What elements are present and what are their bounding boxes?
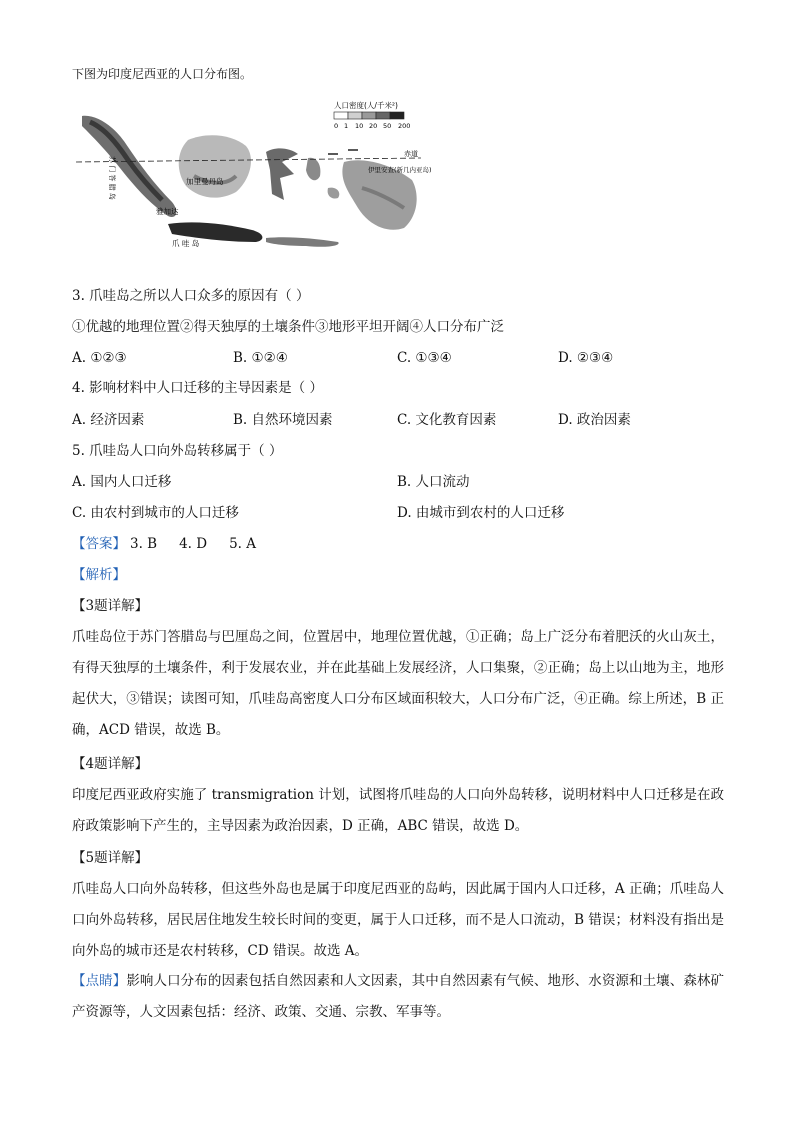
detail-3-title: 【3题详解】 — [72, 598, 149, 614]
legend-tick-4: 50 — [383, 122, 392, 130]
q5-option-c[interactable]: C. 由农村到城市的人口迁移 — [72, 505, 239, 521]
label-jakarta: 雅加达 — [156, 207, 179, 216]
label-equator: 赤道 — [404, 150, 418, 158]
intro-text: 下图为印度尼西亚的人口分布图。 — [72, 67, 253, 81]
answer-line — [72, 534, 278, 554]
legend-tick-5: 200 — [398, 122, 411, 130]
tip-body: 影响人口分布的因素包括自然因素和人文因素，其中自然因素有气候、地形、水资源和土壤、森林矿产资源等，人文因素包括：经济、政策、交通、宗教、军事等。 — [72, 973, 725, 1020]
sulawesi-island — [266, 148, 298, 200]
answer-5: 5. A — [229, 536, 257, 552]
answer-label: 【答案】 — [72, 536, 126, 552]
kalimantan-island — [179, 135, 251, 197]
q3-stem: 3. 爪哇岛之所以人口众多的原因有（ ） — [72, 288, 310, 304]
map-legend — [334, 100, 410, 130]
analysis-label: 【解析】 — [72, 567, 126, 583]
q5-option-b[interactable]: B. 人口流动 — [397, 474, 470, 490]
detail-3-body: 爪哇岛位于苏门答腊岛与巴厘岛之间，位置居中，地理位置优越，①正确；岛上广泛分布着肥沃的火山灰土，有得天独厚的土壤条件，利于发展农业，并在此基础上发展经济，人口集聚，②正确；岛上以山地为主，地形起伏大，③错误；读图可知，爪哇岛高密度人口分布区域面积较大，人口分布广泛，④正确。综上所述，B 正确，ACD 错误，故选 B。 — [72, 629, 724, 738]
legend-tick-3: 20 — [369, 122, 378, 130]
q4-option-d[interactable]: D. 政治因素 — [558, 412, 631, 428]
population-map — [76, 96, 432, 268]
label-irian: 伊里安查(新几内亚岛) — [368, 166, 432, 174]
q5-option-a[interactable]: A. 国内人口迁移 — [72, 474, 172, 490]
tip-paragraph — [72, 966, 724, 1028]
detail-4-title: 【4题详解】 — [72, 756, 149, 772]
label-sumatra: 苏 门 答 腊 岛 — [108, 156, 116, 200]
tip-label: 【点睛】 — [72, 973, 127, 989]
detail-5-body: 爪哇岛人口向外岛转移，但这些外岛也是属于印度尼西亚的岛屿，因此属于国内人口迁移，A 正确；爪哇岛人口向外岛转移，居民居住地发生较长时间的变更，属于人口迁移，而不是人口流动，B 错误；材料没有指出是向外岛的城市还是农村转移，CD 错误。故选 A。 — [72, 881, 724, 959]
q5-stem: 5. 爪哇岛人口向外岛转移属于（ ） — [72, 443, 283, 459]
q4-option-c[interactable]: C. 文化教育因素 — [397, 412, 497, 428]
q3-option-b[interactable]: B. ①②④ — [233, 350, 288, 366]
legend-tick-1: 1 — [344, 122, 349, 130]
label-kalimantan: 加里曼丹岛 — [186, 177, 224, 186]
q4-stem: 4. 影响材料中人口迁移的主导因素是（ ） — [72, 380, 323, 396]
q5-option-d[interactable]: D. 由城市到农村的人口迁移 — [397, 505, 565, 521]
answer-3: 3. B — [130, 536, 158, 552]
q3-option-d[interactable]: D. ②③④ — [558, 350, 614, 366]
sumatra-island — [82, 116, 176, 217]
label-java: 爪 哇 岛 — [172, 239, 200, 248]
q3-option-a[interactable]: A. ①②③ — [72, 350, 127, 366]
q4-option-a[interactable]: A. 经济因素 — [72, 412, 145, 428]
detail-4-body: 印度尼西亚政府实施了 transmigration 计划，试图将爪哇岛的人口向外岛转移，说明材料中人口迁移是在政府政策影响下产生的，主导因素为政治因素，D 正确，ABC 错误，故选 D。 — [72, 787, 724, 834]
q4-option-b[interactable]: B. 自然环境因素 — [233, 412, 333, 428]
q3-option-c[interactable]: C. ①③④ — [397, 350, 452, 366]
legend-tick-2: 10 — [355, 122, 364, 130]
q3-statements: ①优越的地理位置②得天独厚的土壤条件③地形平坦开阔④人口分布广泛 — [72, 319, 504, 335]
legend-tick-0: 0 — [334, 122, 339, 130]
detail-5-title: 【5题详解】 — [72, 850, 149, 866]
legend-title: 人口密度(人/千米²) — [334, 101, 398, 110]
answer-4: 4. D — [179, 536, 208, 552]
